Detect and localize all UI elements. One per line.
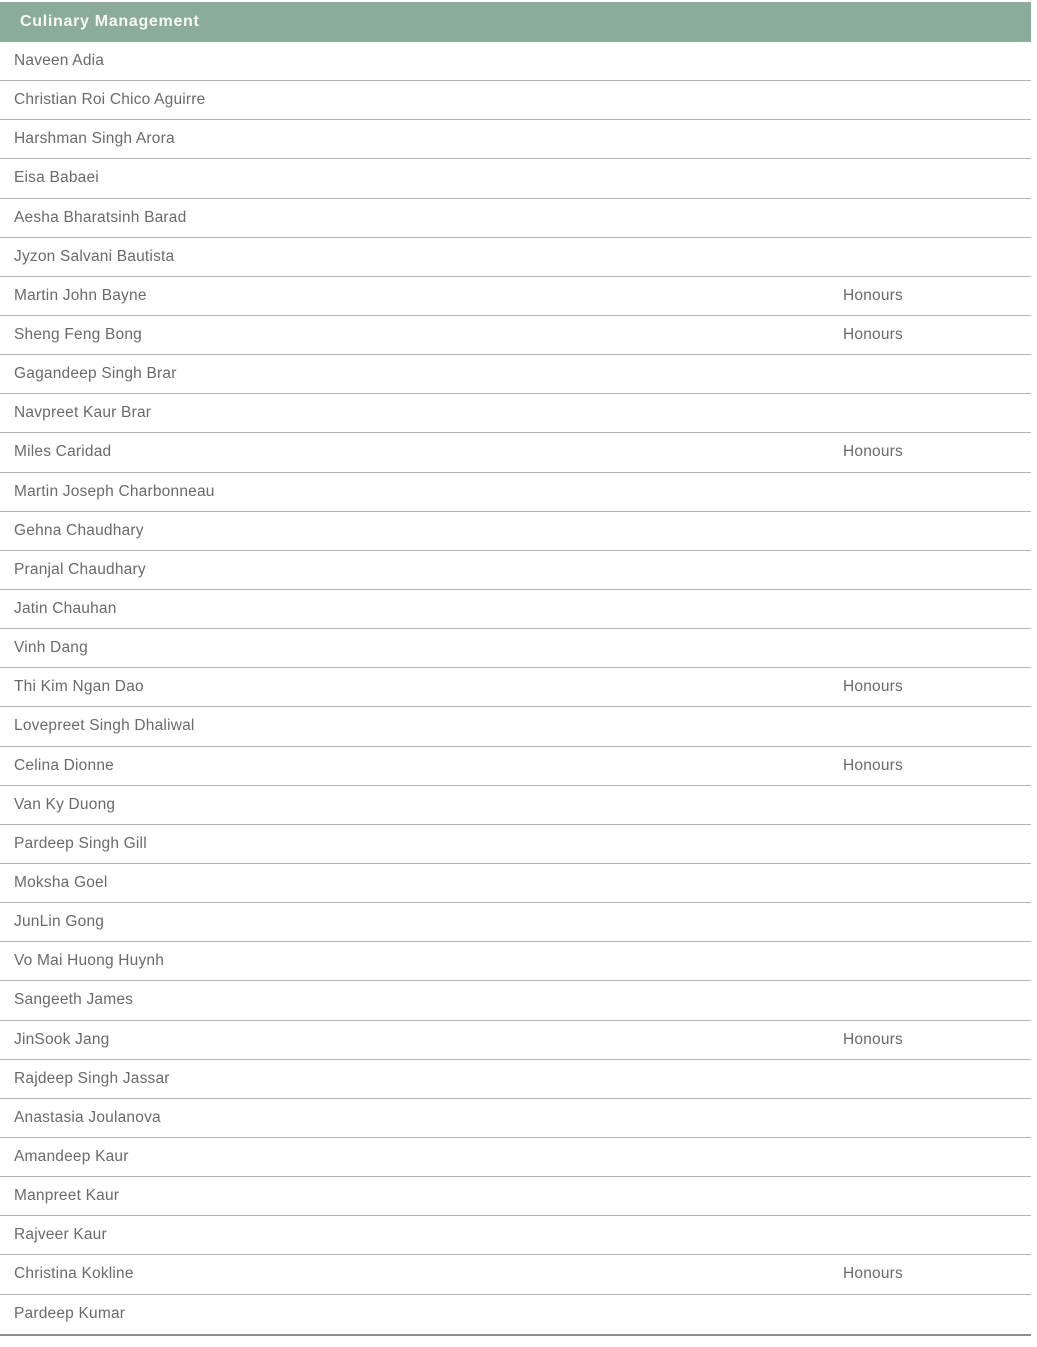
student-name: Christina Kokline — [14, 1265, 134, 1283]
student-name: Pardeep Singh Gill — [14, 834, 147, 852]
table-row — [0, 316, 1031, 355]
student-name: Moksha Goel — [14, 874, 108, 892]
student-name: Sangeeth James — [14, 991, 134, 1009]
table-row — [0, 981, 1031, 1020]
table-row — [0, 238, 1031, 277]
student-name: JunLin Gong — [14, 913, 105, 931]
student-list — [0, 42, 1031, 1336]
table-row — [0, 551, 1031, 590]
program-table — [0, 2, 1031, 1336]
table-row — [0, 1099, 1031, 1138]
student-name: Gagandeep Singh Brar — [14, 365, 177, 383]
student-name: Anastasia Joulanova — [14, 1108, 161, 1126]
table-row — [0, 707, 1031, 746]
table-row — [0, 590, 1031, 629]
student-name: Jyzon Salvani Bautista — [14, 247, 175, 265]
section-title: Culinary Management — [20, 13, 200, 30]
student-name: Eisa Babaei — [14, 169, 99, 187]
student-name: Vo Mai Huong Huynh — [14, 952, 165, 970]
table-row — [0, 786, 1031, 825]
student-name: Miles Caridad — [14, 443, 112, 461]
table-row — [0, 668, 1031, 707]
table-row — [0, 473, 1031, 512]
table-row — [0, 1060, 1031, 1099]
section-header — [0, 2, 1031, 42]
student-name: Sheng Feng Bong — [14, 326, 142, 344]
table-row — [0, 394, 1031, 433]
table-row — [0, 433, 1031, 472]
table-row — [0, 825, 1031, 864]
table-row — [0, 277, 1031, 316]
table-row — [0, 903, 1031, 942]
table-row — [0, 81, 1031, 120]
table-row — [0, 1177, 1031, 1216]
table-row — [0, 42, 1031, 81]
student-name: Van Ky Duong — [14, 795, 116, 813]
table-row — [0, 159, 1031, 198]
honours-label: Honours — [843, 1265, 903, 1283]
student-name: Vinh Dang — [14, 639, 88, 657]
table-row — [0, 1216, 1031, 1255]
student-name: Celina Dionne — [14, 756, 114, 774]
honours-label: Honours — [843, 1030, 903, 1048]
student-name: Amandeep Kaur — [14, 1148, 129, 1165]
student-name: Martin Joseph Charbonneau — [14, 482, 215, 500]
student-name: Martin John Bayne — [14, 286, 147, 304]
student-name: Navpreet Kaur Brar — [14, 404, 152, 422]
honours-label: Honours — [843, 286, 903, 304]
student-name: Jatin Chauhan — [14, 600, 117, 618]
honours-label: Honours — [843, 443, 903, 461]
honours-label: Honours — [843, 756, 903, 774]
student-name: Christian Roi Chico Aguirre — [14, 91, 206, 109]
student-name: Naveen Adia — [14, 52, 105, 70]
table-row — [0, 120, 1031, 159]
honours-label: Honours — [843, 326, 903, 344]
table-row — [0, 864, 1031, 903]
table-row — [0, 1021, 1031, 1060]
student-name: Rajveer Kaur — [14, 1226, 107, 1244]
student-name: Pardeep Kumar — [14, 1305, 126, 1323]
table-row — [0, 1295, 1031, 1334]
student-name: Lovepreet Singh Dhaliwal — [14, 717, 195, 735]
student-name: Gehna Chaudhary — [14, 521, 144, 539]
student-name: JinSook Jang — [14, 1030, 110, 1048]
student-name: Manpreet Kaur — [14, 1187, 120, 1205]
table-row — [0, 355, 1031, 394]
table-row — [0, 942, 1031, 981]
student-name: Pranjal Chaudhary — [14, 560, 146, 578]
table-row — [0, 199, 1031, 238]
table-row — [0, 629, 1031, 668]
student-name: Thi Kim Ngan Dao — [14, 678, 144, 696]
table-row — [0, 1255, 1031, 1294]
table-row — [0, 747, 1031, 786]
honours-label: Honours — [843, 678, 903, 696]
table-row — [0, 1138, 1031, 1177]
student-name: Aesha Bharatsinh Barad — [14, 208, 187, 226]
student-name: Rajdeep Singh Jassar — [14, 1069, 170, 1087]
student-name: Harshman Singh Arora — [14, 130, 175, 148]
table-row — [0, 512, 1031, 551]
